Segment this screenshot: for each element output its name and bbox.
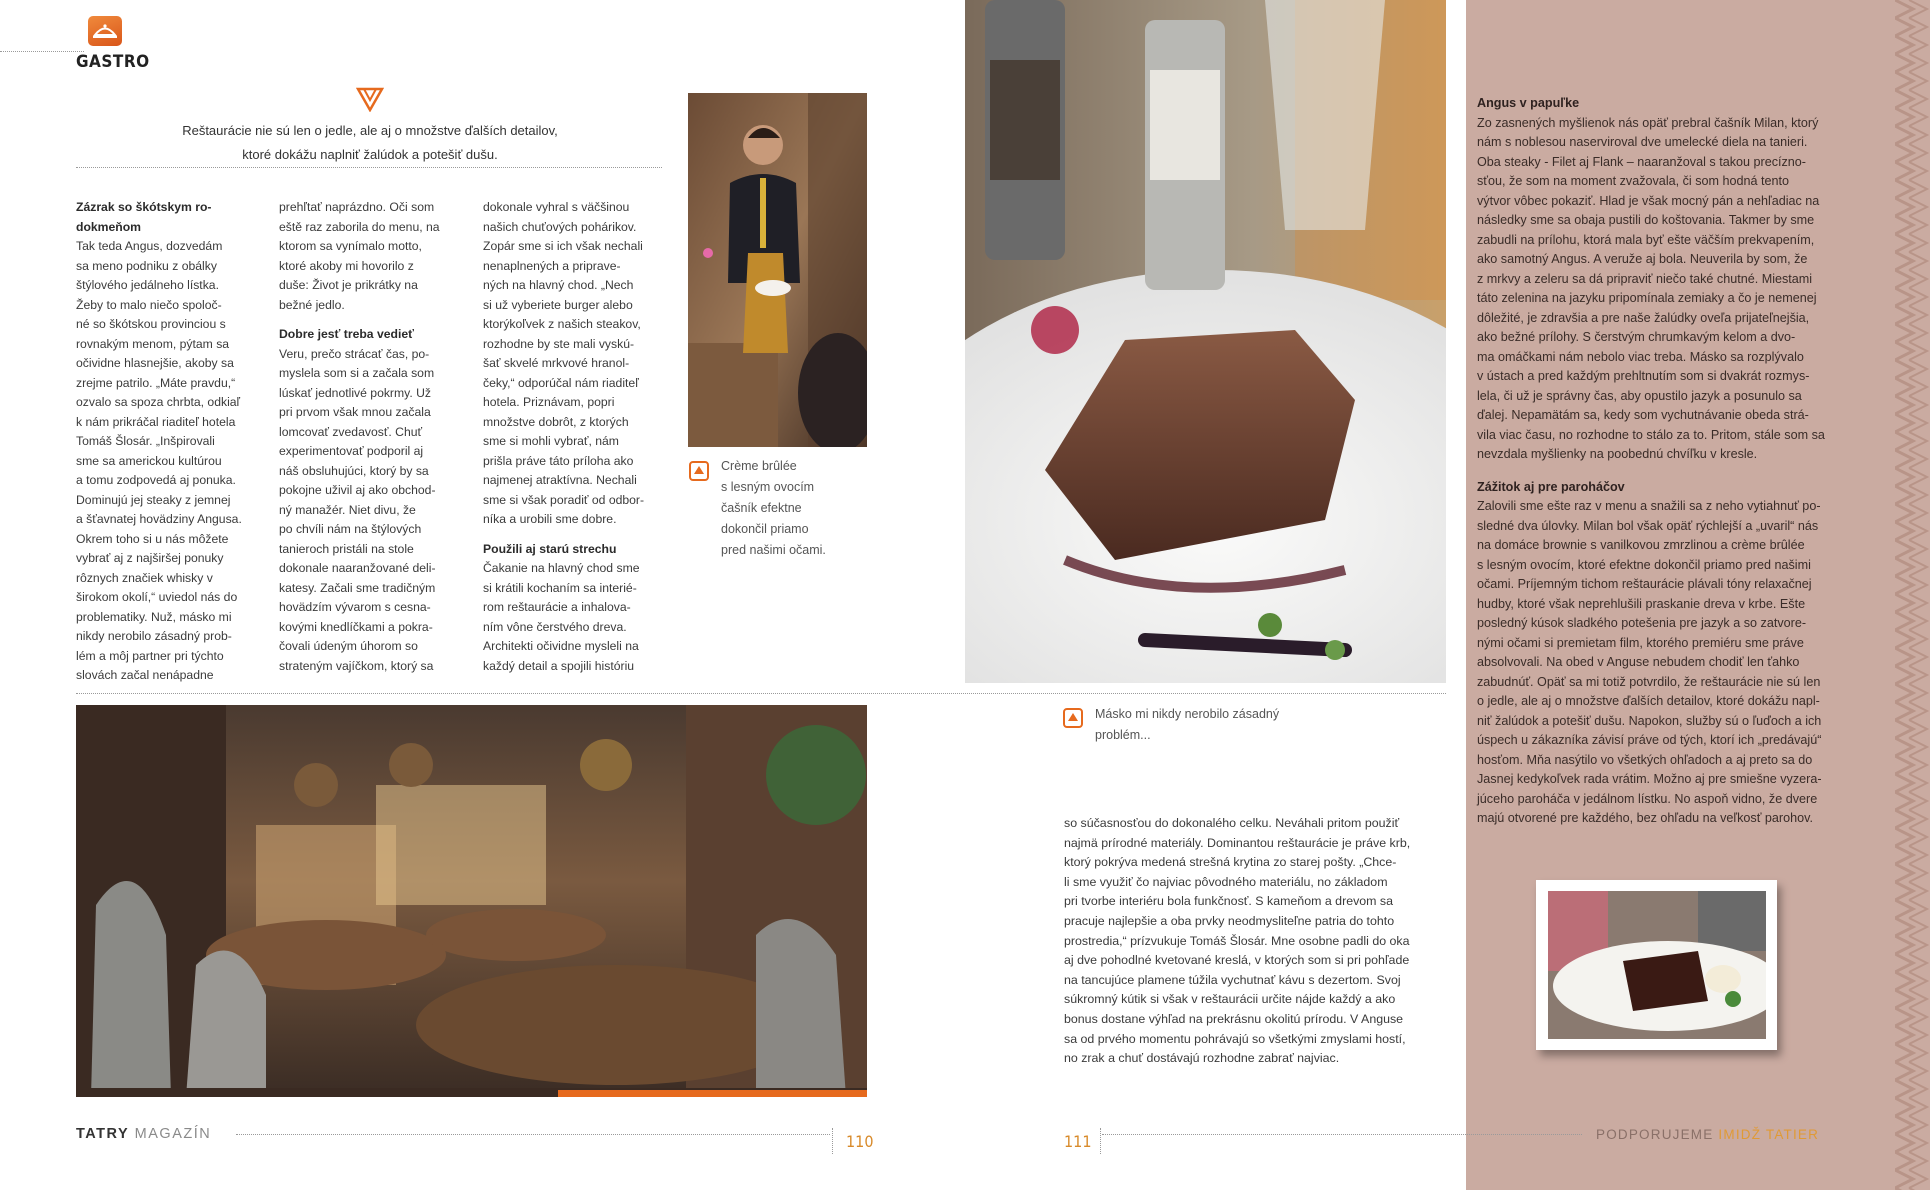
- decorative-edge-pattern: [1895, 0, 1930, 1190]
- footer-rule-right: [1102, 1134, 1582, 1135]
- footer-slogan-a: PODPORUJEME: [1596, 1127, 1719, 1142]
- article-column-4: [1064, 814, 1449, 1069]
- brownie-photo: [1548, 891, 1766, 1039]
- caption-triangle-icon: [689, 461, 709, 481]
- article-column-2: [279, 198, 464, 676]
- section-label: GASTRO: [76, 52, 150, 72]
- column-2-heading: Dobre jesť treba vedieť: [279, 327, 414, 341]
- intro-line-2: ktoré dokážu naplniť žalúdok a potešiť dušu.: [242, 147, 498, 162]
- magazine-name-bold: TATRY: [76, 1126, 130, 1142]
- column-3-heading: Použili aj starú strechu: [483, 541, 617, 556]
- sidebar-article: [1477, 94, 1847, 829]
- decorative-knot-icon: [356, 86, 384, 117]
- footer-slogan: [1596, 1127, 1819, 1142]
- waiter-caption: Crème brûlée s lesným ovocím čašník efektne dokončil priamo pred našimi očami.: [721, 459, 826, 557]
- column-3-text-a: dokonale vyhral s väčšinou našich chuťových pohárikov. Zopár sme si ich však nechali nenaplnených a priprave- ných na hlavný chod. „Nech si už vyberiete burger alebo ktorýkoľvek z našich steakov, rozhodne by ste mali vyskú- šať skvelé mrkvové hranol- čeky,“ odporúčal nám riaditeľ hotela. Priznávam, popri množstve dobrôt, z ktorých sme si mohli vybrať, nám prišla práve táto príloha ako najmenej atraktívna. Nechali sme si však poradiť od odbor- níka a urobili sme dobre.: [483, 200, 645, 526]
- intro-line-1: Reštaurácie nie sú len o jedle, ale aj o množstve ďalších detailov,: [182, 123, 558, 138]
- sidebar-text-2: Zalovili sme ešte raz v menu a snažili sa z neho vytiahnuť po- sledné dva úlovky. Milan bol však opäť rýchlejší a „uvaril“ nás na domáce brownie s vanilkovou zmrzlinou a crème brûlée s lesným ovocím, ktoré efektne dokončil priamo pred našimi očami. Príjemným tichom reštaurácie plávali tóny relaxačnej hudby, ktoré však neprehlušili praskanie dreva v krbe. Ešte posledný kúsok sladkého potešenia pre jazyk a so zatvore- nými očami si premietam film, ktorého premiéru sme práve absolvovali. Na obed v Anguse nebudem chodiť len ťahko zabudnúť. Opäť sa mi totiž potvrdilo, že reštaurácie nie sú len o jedle, ale aj o množstve ďalších detailov, ktoré dokážu napl- niť žalúdok a potešiť dušu. Napokon, služby sú o ľuďoch a ich úspech u zákazníka závisí práve od tých, ktorí ich „predávajú“ hosťom. Mňa nasýtilo vo všetkých ohľadoch a aj preto sa do Jasnej kedykoľvek rada vrátim. Možno aj pre smiešne vyzera- júceho paroháča v jedálnom lístku. No aspoň vidno, že dvere majú otvorené pre každého, bez ohľadu na veľkosť parohov.: [1477, 499, 1822, 825]
- column-2-text-a: prehľtať naprázdno. Oči som eště raz zaborila do menu, na ktorom sa vynímalo motto, ktoré akoby mi hovorilo z duše: Život je prikrátky na bežné jedlo.: [279, 200, 440, 312]
- steak-caption-triangle-icon: [1063, 708, 1083, 728]
- footer-tick-left: [832, 1128, 833, 1154]
- gastro-logo-icon: [88, 16, 122, 46]
- steak-caption: Másko mi nikdy nerobilo zásadný problém...: [1095, 707, 1280, 742]
- column-1-text: Tak teda Angus, dozvedám sa meno podniku z obálky štýlového jedálneho lístka. Žeby to malo niečo spoloč- né so škótskou provinciou s rovnakým menom, pýtam sa očividne hlasnejšie, akoby sa zrejme patrilo. „Máte pravdu,“ ozvalo sa spoza chrbta, odkiaľ k nám prikráčal riaditeľ hotela Tomáš Šlosár. „Inšpirovali sme sa americkou kultúrou a tomu zodpovedá aj ponuka. Dominujú jej steaky z jemnej a šťavnatej hovädziny Angusa. Okrem toho si u nás môžete vybrať aj z najširšej ponuky rôznych značiek whisky v širokom okolí,“ uviedol nás do problematiky. Nuž, másko mi nikdy nerobilo zásadný prob- lém a môj partner pri týchto slovách začal nenápadne: [76, 239, 242, 682]
- magazine-name: [76, 1126, 211, 1142]
- intro-rule: [76, 167, 662, 168]
- footer-slogan-b: IMIDŽ TATIER: [1718, 1127, 1820, 1142]
- sidebar-heading-1: Angus v papuľke: [1477, 96, 1580, 110]
- brownie-photo-frame: [1536, 880, 1777, 1050]
- article-column-3: [483, 198, 668, 676]
- waiter-photo: [688, 93, 867, 447]
- page-number-right: 111: [1064, 1132, 1092, 1151]
- footer-tick-right: [1100, 1128, 1101, 1154]
- steak-photo: [965, 0, 1446, 683]
- mid-rule: [76, 693, 1446, 694]
- column-1-heading: Zázrak so škótskym ro- dokmeňom: [76, 200, 212, 234]
- column-4-text: so súčasnosťou do dokonalého celku. Neváhali pritom použiť najmä prírodné materiály. Dominantou reštaurácie je práve krb, ktorý pokrýva medená strešná krytina zo starej pošty. „Chce- li sme využiť čo najviac pôvodného materiálu, no základom pri tvorbe interiéru bola funkčnosť. S kameňom a drevom sa pracuje najlepšie a oba prvky neodmysliteľne patria do tohto prostredia,“ prízvukuje Tomáš Šlosár. Mne osobne padli do oka aj dve pohodlné kvetované kreslá, v ktorých som si pri pohľade na tancujúce plamene túžila vychutnať kávu s dezertom. Svoj súkromný kútik si však v reštaurácii určite nájde každý a ako bonus dostane výhľad na prekrásnu okolitú prírodu. V Anguse sa od prvého momentu pohrávajú so všetkými zmyslami hostí, no zrak a chuť dostávajú rozhodne zabrať najviac.: [1064, 816, 1411, 1066]
- column-3-text-b: Čakanie na hlavný chod sme si krátili kochaním sa interié- rom reštaurácie a inhalova- ním vône čerstvého dreva. Architekti očividne mysleli na každý detail a spojili históriu: [483, 561, 640, 673]
- page-number-left: 110: [846, 1132, 874, 1151]
- article-column-1: [76, 198, 261, 686]
- column-2-text-b: Veru, prečo strácať čas, po- myslela som si a začala som lúskať jednotlivé pokrmy. Už pri prvom však mnou začala lomcovať zvedavosť. Chuť experimentovať podporil aj náš obsluhujúci, ktorý by sa pokojne uživil aj ako obchod- ný manažér. Niet divu, že po chvíli nám na štýlových tanieroch pristáli na stole dokonale naaranžované deli- katesy. Začali sme tradičným hovädzím vývarom s cesna- kovými knedlíčkami a pokra- čovali údeným úhorom so strateným vajíčkom, ktorý sa: [279, 346, 436, 673]
- magazine-name-light: MAGAZÍN: [129, 1126, 212, 1142]
- header-rule: [0, 51, 84, 52]
- sidebar-text-1: Zo zasnených myšlienok nás opäť prebral čašník Milan, ktorý nám s noblesou naserviroval dve umelecké diela na tanieri. Oba steaky - Filet aj Flank – naaranžoval s takou precízno- sťou, že som na moment zvažovala, či som hodná tento výtvor vôbec pokaziť. Hlad je však mocný pán a nehľadiac na následky sme sa obaja pustili do koštovania. Takmer by sme zabudli na prílohu, ktorá mala byť ešte väčším prekvapením, ako samotný Angus. A veruže aj bola. Neuverila by som, že z mrkvy a zeleru sa dá pripraviť niečo také chutné. Miestami táto zelenina na jazyku pripomínala zemiaky a čo je nemenej dôležité, je zdravšia a pre naše žalúdky oveľa prijateľnejšia, ako bežné prílohy. S čerstvým chrumkavým kelom a dvo- ma omáčkami nám nebolo viac treba. Másko sa rozplývalo v ústach a pred každým prehltnutím som si dvakrát rozmys- lela, či už je správny čas, aby opustilo jazyk a posunulo sa ďalej. Nepamätám sa, kedy som vychutnávanie obeda strá- vila viac času, no rozhodne to stálo za to. Pritom, stále som sa nevzdala myšlienky na poobednú chvíľku v kresle.: [1477, 115, 1825, 461]
- restaurant-interior-photo: [76, 705, 867, 1097]
- intro-lead: [120, 119, 620, 167]
- footer-rule-left: [236, 1134, 830, 1135]
- sidebar-heading-2: Zážitok aj pre paroháčov: [1477, 479, 1625, 494]
